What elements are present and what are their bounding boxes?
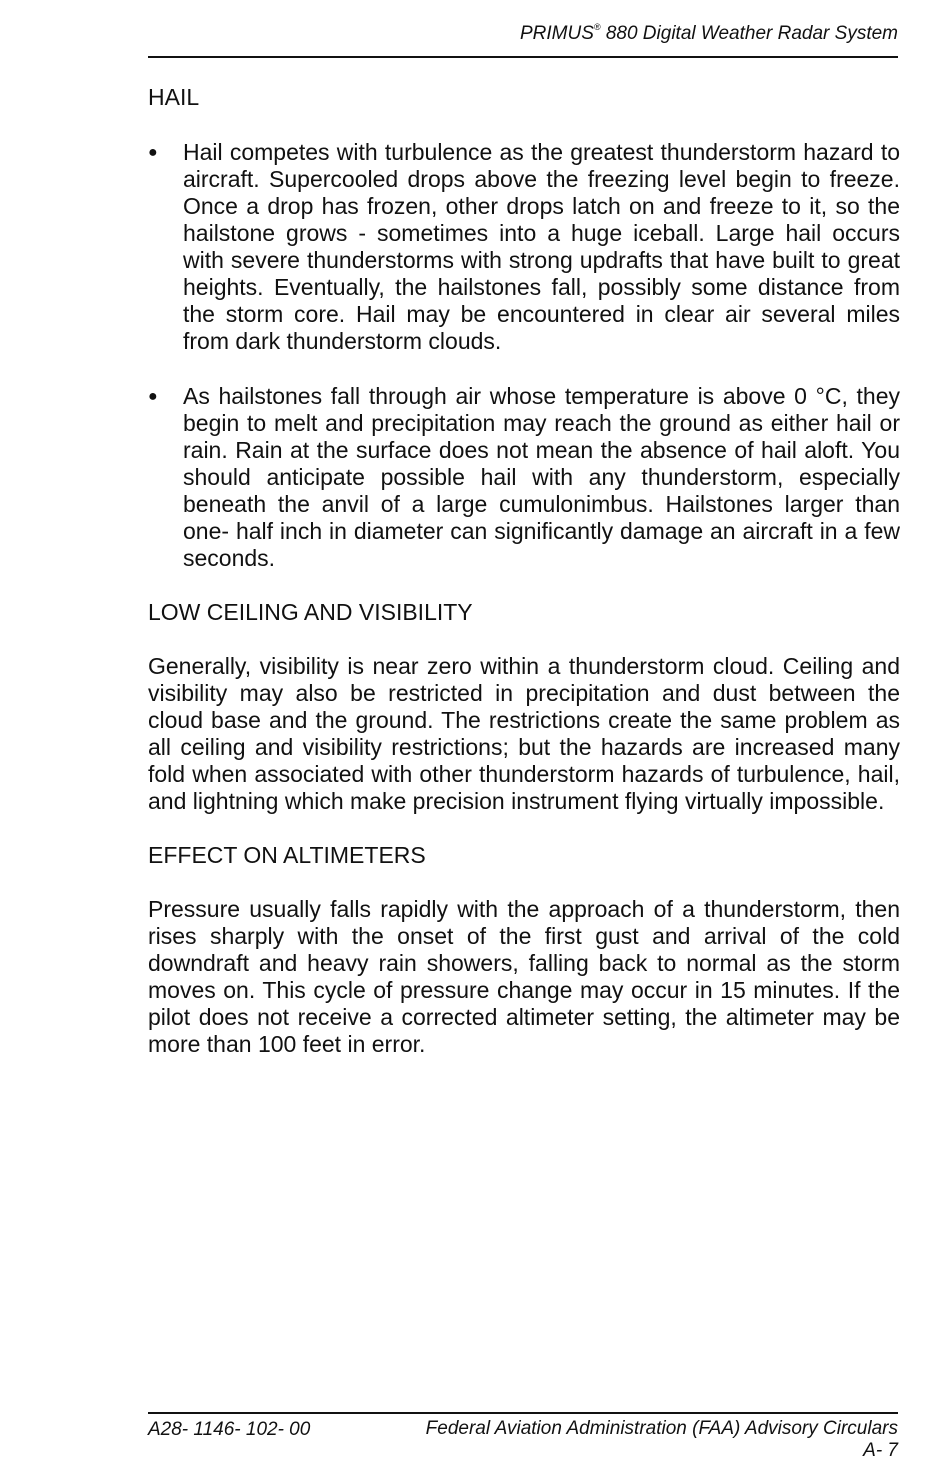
hail-bullet-text: As hailstones fall through air whose temperature is above 0 °C, they begin to melt and precipitation may reach the ground as either hail or rain. Rain at the surface does not mean the absence of hail aloft. You should anticipate possible hail with any thunderstorm, especially beneath the anvil of a large cumulonimbus. Hailstones larger than one- half inch in diameter can significantly damage an aircraft in a few seconds. — [183, 383, 900, 571]
hail-heading: HAIL — [148, 84, 200, 110]
running-header — [148, 22, 898, 46]
low-ceiling-heading: LOW CEILING AND VISIBILITY — [148, 599, 473, 625]
hail-bullet-item — [148, 383, 900, 572]
registered-trademark-mark: ® — [593, 22, 601, 32]
header-title-suffix: 880 Digital Weather Radar System — [600, 23, 898, 44]
spacer — [148, 572, 900, 599]
header-rule — [148, 56, 898, 58]
altimeters-heading: EFFECT ON ALTIMETERS — [148, 842, 426, 868]
spacer — [148, 355, 900, 383]
hail-bullet-text: Hail competes with turbulence as the greatest thunderstorm hazard to aircraft. Supercooled drops above the freezing level begin to freeze. Once a drop has frozen, other drops latch on and freeze to it, so the hailstone grows - sometimes into a huge iceball. Large hail occurs with severe thunderstorms with strong updrafts that have built to great heights. Eventually, the hailstones fall, possibly some distance from the storm core. Hail may be encountered in clear air several miles from dark thunderstorm clouds. — [183, 139, 900, 354]
footer-rule — [148, 1412, 898, 1414]
spacer — [148, 626, 900, 653]
bullet-icon: ● — [148, 388, 158, 405]
hail-bullet-list — [148, 139, 900, 572]
low-ceiling-paragraph: Generally, visibility is near zero within a thunderstorm cloud. Ceiling and visibility may also be restricted in precipitation and dust between the cloud base and the ground. The restrictions create the same problem as all ceiling and visibility restrictions; but the hazards are increased many fold when associated with other thunderstorm hazards of turbulence, hail, and lightning which make precision instrument flying virtually impossible. — [148, 653, 900, 814]
footer-doc-number: A28- 1146- 102- 00 — [148, 1419, 311, 1440]
footer-right-block — [426, 1418, 898, 1462]
bullet-icon: ● — [148, 144, 158, 161]
footer-publication: Federal Aviation Administration (FAA) Advisory Circulars — [425, 1418, 898, 1439]
hail-bullet-item — [148, 139, 900, 355]
spacer — [148, 815, 900, 842]
spacer — [148, 869, 900, 896]
header-title-prefix: PRIMUS — [520, 23, 594, 44]
footer-page-number: A- 7 — [863, 1440, 898, 1461]
spacer — [148, 111, 900, 139]
page-content — [148, 84, 900, 1058]
altimeters-paragraph: Pressure usually falls rapidly with the approach of a thunderstorm, then rises sharply with the onset of the first gust and arrival of the cold downdraft and heavy rain showers, falling back to normal as the storm moves on. This cycle of pressure change may occur in 15 minutes. If the pilot does not receive a corrected altimeter setting, the altimeter may be more than 100 feet in error. — [148, 896, 900, 1057]
